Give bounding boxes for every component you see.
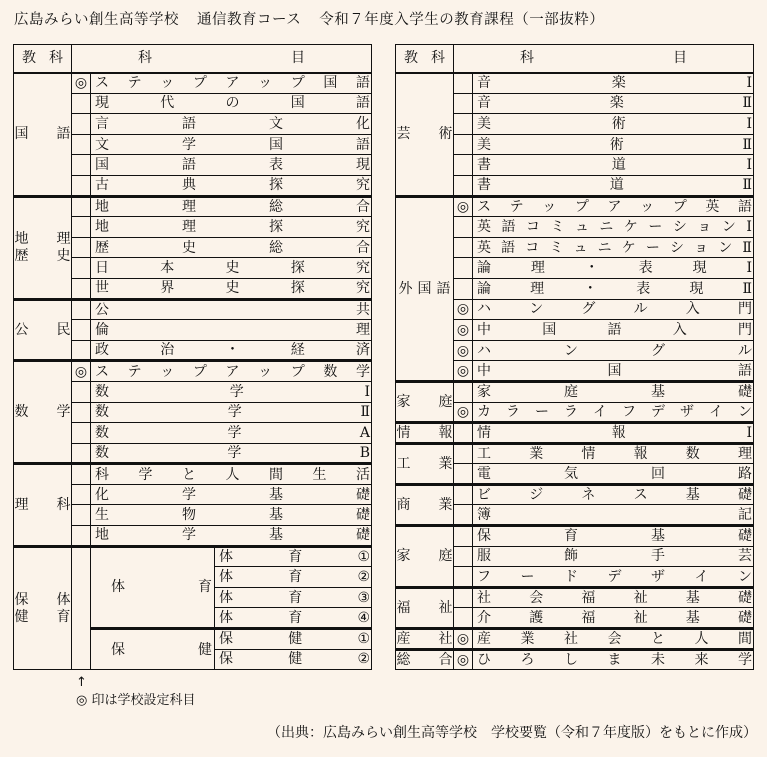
subject-cell: ス テ ッ プ ア ッ プ 数 学: [91, 361, 372, 382]
table-row: [14, 464, 372, 485]
right-curriculum-table: [395, 44, 754, 670]
school-set-mark: [454, 546, 473, 567]
subject-cell: 情 報 Ⅰ: [473, 423, 754, 444]
subject-cell: 音 楽 Ⅰ: [473, 73, 754, 94]
category-cell: [396, 629, 454, 650]
category-cell: [396, 484, 454, 525]
subject-cell: 文 学 国 語: [91, 134, 372, 155]
subject-cell: 地 理 総 合: [91, 196, 372, 217]
subject-cell: 公 共: [91, 299, 372, 320]
header-subject: 科 目: [72, 45, 372, 73]
subject-cell: 国 語 表 現: [91, 155, 372, 176]
subject-cell: ビ ジ ネ ス 基 礎: [473, 484, 754, 505]
category-cell: [14, 546, 72, 670]
title-school: 広島みらい創生高等学校: [14, 12, 179, 28]
school-set-mark: [72, 217, 91, 238]
subject-cell: 美 術 Ⅱ: [473, 134, 754, 155]
category-cell: [14, 73, 72, 197]
subject-cell: 論 理 ・ 表 現 Ⅰ: [473, 258, 754, 279]
category-label: 芸 術: [396, 126, 453, 143]
school-set-mark: [72, 381, 91, 402]
subject-cell: 書 道 Ⅰ: [473, 155, 754, 176]
subject-cell: 工 業 情 報 数 理: [473, 443, 754, 464]
subject-cell: 中 国 語 入 門: [473, 320, 754, 341]
school-set-mark: [454, 175, 473, 196]
school-set-mark: [454, 608, 473, 629]
subject-cell: 数 学 A: [91, 423, 372, 444]
school-set-mark: [72, 320, 91, 341]
category-cell: [14, 299, 72, 361]
category-cell: [396, 526, 454, 588]
category-cell: [396, 73, 454, 197]
left-curriculum-table: [13, 44, 372, 670]
school-set-mark: [72, 423, 91, 444]
title-course: 通信教育コース: [197, 12, 302, 28]
subject-group-cell: 保 健: [91, 629, 215, 670]
subject-cell: 産 業 社 会 と 人 間: [473, 629, 754, 650]
subject-cell: 数 学 Ⅱ: [91, 402, 372, 423]
subject-cell: 政 治 ・ 経 済: [91, 340, 372, 361]
subject-cell: 社 会 福 祉 基 礎: [473, 587, 754, 608]
school-set-mark: [454, 381, 473, 402]
category-cell: [14, 361, 72, 464]
school-set-mark: [454, 73, 473, 94]
category-cell: [14, 464, 72, 546]
note-text: ◎ 印は学校設定科目: [76, 693, 196, 708]
school-set-mark: [454, 505, 473, 526]
table-row: [396, 526, 754, 547]
school-set-mark: [454, 484, 473, 505]
subject-cell: 電 気 回 路: [473, 464, 754, 485]
school-set-mark: [72, 299, 91, 320]
subject-cell: 言 語 文 化: [91, 114, 372, 135]
school-set-mark: [454, 217, 473, 238]
subject-cell: 現 代 の 国 語: [91, 93, 372, 114]
school-set-mark: ◎: [454, 299, 473, 320]
school-set-mark: [454, 155, 473, 176]
category-label: 産 社: [396, 630, 453, 647]
table-row: [14, 196, 372, 217]
table-row: [396, 443, 754, 464]
subject-cell: 倫 理: [91, 320, 372, 341]
category-label: 公 民: [14, 321, 71, 338]
school-set-mark: [72, 175, 91, 196]
subject-cell: 化 学 基 礎: [91, 484, 372, 505]
category-cell: [396, 423, 454, 444]
category-cell: [396, 587, 454, 628]
subject-cell: 歴 史 総 合: [91, 237, 372, 258]
subject-cell: フ ー ド デ ザ イ ン: [473, 567, 754, 588]
table-row: [396, 649, 754, 670]
school-set-mark: [72, 278, 91, 299]
school-set-mark: [454, 464, 473, 485]
subject-cell: ス テ ッ プ ア ッ プ 国 語: [91, 73, 372, 94]
subject-cell: ハ ン グ ル 入 門: [473, 299, 754, 320]
category-label: 工 業: [396, 455, 453, 472]
school-set-mark: ◎: [72, 361, 91, 382]
table-row: [396, 484, 754, 505]
category-cell: [396, 381, 454, 422]
table-row: [14, 299, 372, 320]
subject-cell: 体 育 ④: [215, 608, 372, 629]
subject-cell: 数 学 B: [91, 443, 372, 464]
header-subject: 科 目: [454, 45, 754, 73]
category-cell: [396, 443, 454, 484]
category-label: 総 合: [396, 651, 453, 668]
subject-cell: 世 界 史 探 究: [91, 278, 372, 299]
category-label: 国 語: [14, 126, 71, 143]
subject-cell: 保 健 ①: [215, 629, 372, 650]
table-row: [396, 73, 754, 94]
school-set-mark: [72, 402, 91, 423]
subject-cell: 家 庭 基 礎: [473, 381, 754, 402]
subject-cell: 地 学 基 礎: [91, 526, 372, 547]
subject-cell: 体 育 ①: [215, 546, 372, 567]
subject-group-cell: 体 育: [91, 546, 215, 628]
subject-cell: ひ ろ し ま 未 来 学: [473, 649, 754, 670]
table-row: [14, 73, 372, 94]
subject-cell: 書 道 Ⅱ: [473, 175, 754, 196]
school-set-mark: ◎: [454, 196, 473, 217]
subject-cell: 日 本 史 探 究: [91, 258, 372, 279]
school-set-mark: [454, 93, 473, 114]
school-set-mark: [454, 526, 473, 547]
subject-cell: 生 物 基 礎: [91, 505, 372, 526]
school-set-mark: [72, 340, 91, 361]
subject-cell: 体 育 ②: [215, 567, 372, 588]
header-category: 教 科: [396, 45, 454, 73]
title-heading: 令和７年度入学生の教育課程（一部抜粋）: [319, 12, 605, 28]
table-row: [396, 381, 754, 402]
category-label: 福 祉: [396, 599, 453, 616]
table-row: [14, 546, 372, 567]
category-label: 理 科: [14, 496, 71, 513]
school-set-mark: [454, 134, 473, 155]
school-set-mark: ◎: [454, 649, 473, 670]
table-row: [14, 361, 372, 382]
subject-cell: 保 健 ②: [215, 649, 372, 670]
school-set-mark: ◎: [72, 73, 91, 94]
school-set-mark: [454, 237, 473, 258]
school-set-mark: [454, 114, 473, 135]
category-label: 数 学: [14, 404, 71, 421]
table-row: [396, 629, 754, 650]
school-set-mark: [72, 546, 91, 670]
subject-cell: 数 学 Ⅰ: [91, 381, 372, 402]
subject-cell: 体 育 ③: [215, 587, 372, 608]
school-set-mark: [454, 278, 473, 299]
subject-cell: 簿 記: [473, 505, 754, 526]
category-label: 家 庭: [396, 548, 453, 565]
note: [76, 676, 195, 708]
subject-cell: 音 楽 Ⅱ: [473, 93, 754, 114]
school-set-mark: [454, 443, 473, 464]
school-set-mark: [72, 114, 91, 135]
school-set-mark: [72, 443, 91, 464]
page-title: [14, 8, 604, 29]
category-label: 商 業: [396, 496, 453, 513]
subject-cell: 地 理 探 究: [91, 217, 372, 238]
table-row: [396, 196, 754, 217]
subject-cell: 古 典 探 究: [91, 175, 372, 196]
school-set-mark: ◎: [454, 361, 473, 382]
table-row: [396, 587, 754, 608]
school-set-mark: ◎: [454, 340, 473, 361]
subject-cell: 保 育 基 礎: [473, 526, 754, 547]
subject-cell: 英 語 コ ミ ュ ニ ケ ー シ ョ ン Ⅰ: [473, 217, 754, 238]
category-label: 情 報: [396, 424, 453, 441]
category-label: 地 理 歴 史: [14, 231, 71, 265]
school-set-mark: [72, 258, 91, 279]
school-set-mark: ◎: [454, 629, 473, 650]
header-category: 教 科: [14, 45, 72, 73]
school-set-mark: ◎: [454, 320, 473, 341]
school-set-mark: [72, 155, 91, 176]
category-label: 外 国 語: [398, 280, 451, 297]
school-set-mark: [72, 196, 91, 217]
school-set-mark: [72, 237, 91, 258]
source-citation: （出典：広島みらい創生高等学校 学校要覧（令和７年度版）をもとに作成）: [267, 725, 757, 741]
school-set-mark: [454, 423, 473, 444]
school-set-mark: [72, 464, 91, 485]
category-label: 家 庭: [396, 394, 453, 410]
school-set-mark: [72, 134, 91, 155]
table-row: [396, 423, 754, 444]
subject-cell: 論 理 ・ 表 現 Ⅱ: [473, 278, 754, 299]
school-set-mark: [454, 258, 473, 279]
category-label: 保 体 健 育: [14, 591, 71, 625]
school-set-mark: [72, 484, 91, 505]
subject-cell: 中 国 語: [473, 361, 754, 382]
subject-cell: 服 飾 手 芸: [473, 546, 754, 567]
subject-cell: ス テ ッ プ ア ッ プ 英 語: [473, 196, 754, 217]
subject-cell: 科 学 と 人 間 生 活: [91, 464, 372, 485]
school-set-mark: [72, 526, 91, 547]
school-set-mark: [72, 93, 91, 114]
subject-cell: カ ラ ー ラ イ フ デ ザ イ ン: [473, 402, 754, 423]
category-cell: [396, 649, 454, 670]
subject-cell: ハ ン グ ル: [473, 340, 754, 361]
subject-cell: 介 護 福 祉 基 礎: [473, 608, 754, 629]
school-set-mark: [454, 567, 473, 588]
school-set-mark: [454, 587, 473, 608]
school-set-mark: ◎: [454, 402, 473, 423]
subject-cell: 美 術 Ⅰ: [473, 114, 754, 135]
subject-cell: 英 語 コ ミ ュ ニ ケ ー シ ョ ン Ⅱ: [473, 237, 754, 258]
arrow-up-icon: ↑: [76, 675, 87, 690]
category-cell: [396, 196, 454, 381]
school-set-mark: [72, 505, 91, 526]
category-cell: [14, 196, 72, 299]
